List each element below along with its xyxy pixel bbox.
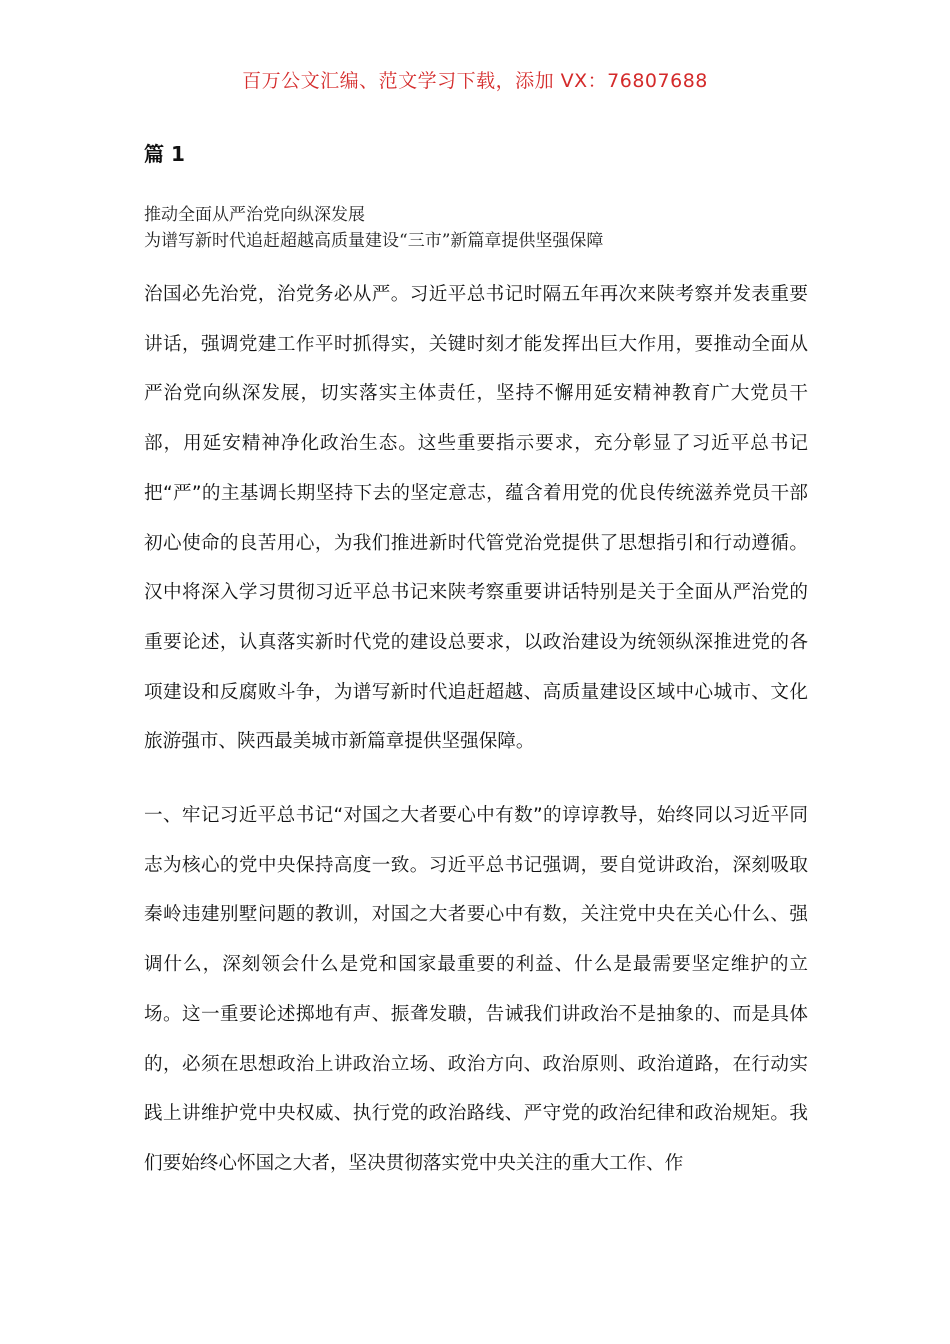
body-paragraph-2: 一、牢记习近平总书记“对国之大者要心中有数”的谆谆教导，始终同以习近平同志为核心的党中央保持高度一致。习近平总书记强调，要自觉讲政治，深刻吸取秦岭违建别墅问题的教训，对国之大者要心中有数，关注党中央在关心什么、强调什么，深刻领会什么是党和国家最重要的利益、什么是最需要坚定维护的立场。这一重要论述掷地有声、振聋发聩，告诫我们讲政治不是抽象的、而是具体的，必须在思想政治上讲政治立场、政治方向、政治原则、政治道路，在行动实践上讲维护党中央权威、执行党的政治路线、严守党的政治纪律和政治规矩。我们要始终心怀国之大者，坚决贯彻落实党中央关注的重大工作、作	[144, 805, 808, 1174]
promo-banner: 百万公文汇编、范文学习下载，添加 VX：76807688	[242, 70, 708, 92]
body-paragraph-1: 治国必先治党，治党务必从严。习近平总书记时隔五年再次来陕考察并发表重要讲话，强调党建工作平时抓得实，关键时刻才能发挥出巨大作用，要推动全面从严治党向纵深发展，切实落实主体责任，坚持不懈用延安精神教育广大党员干部，用延安精神净化政治生态。这些重要指示要求，充分彰显了习近平总书记把“严”的主基调长期坚持下去的坚定意志，蕴含着用党的优良传统滋养党员干部初心使命的良苦用心，为我们推进新时代管党治党提供了思想指引和行动遵循。汉中将深入学习贯彻习近平总书记来陕考察重要讲话特别是关于全面从严治党的重要论述，认真落实新时代党的建设总要求，以政治建设为统领纵深推进党的各项建设和反腐败斗争，为谱写新时代追赶超越、高质量建设区域中心城市、文化旅游强市、陕西最美城市新篇章提供坚强保障。	[144, 284, 808, 753]
section-label: 篇 1	[144, 142, 185, 166]
article-subheadline: 为谱写新时代追赶超越高质量建设“三市”新篇章提供坚强保障	[144, 231, 604, 251]
article-headline: 推动全面从严治党向纵深发展	[144, 205, 365, 225]
